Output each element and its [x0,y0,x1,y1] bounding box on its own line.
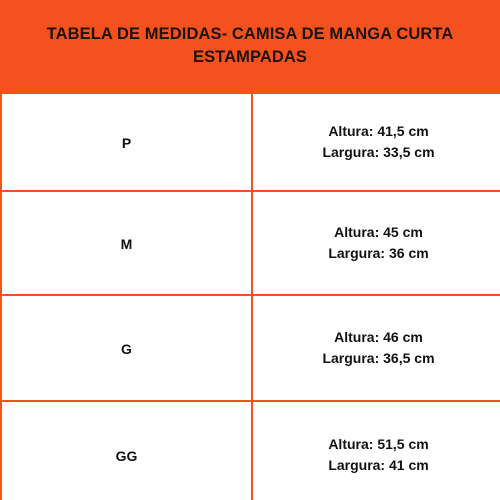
height-value: Altura: 45 cm [334,224,423,240]
height-value: Altura: 46 cm [334,329,423,345]
size-label: P [121,134,132,151]
width-value: Largura: 36 cm [328,245,429,261]
size-cell-g [2,296,251,400]
header-banner [0,0,500,92]
measurements-cell-m [253,192,500,294]
height-value: Altura: 51,5 cm [328,436,429,452]
width-value: Largura: 41 cm [328,457,429,473]
chart-title [30,23,470,69]
measurements-cell-gg [253,402,500,500]
measurements-cell-p [253,94,500,190]
size-label: GG [115,447,138,464]
measurements-cell-g [253,296,500,400]
size-cell-p [2,94,251,190]
chart-title-line-1: TABELA DE MEDIDAS- CAMISA DE MANGA CURTA [46,25,454,43]
size-label: M [120,235,133,252]
height-value: Altura: 41,5 cm [328,123,429,139]
chart-title-line-2: ESTAMPADAS [192,48,308,66]
size-table [0,92,500,500]
size-label: G [121,340,132,357]
width-value: Largura: 36,5 cm [322,350,435,366]
size-cell-m [2,192,251,294]
size-cell-gg [2,402,251,500]
width-value: Largura: 33,5 cm [322,144,435,160]
